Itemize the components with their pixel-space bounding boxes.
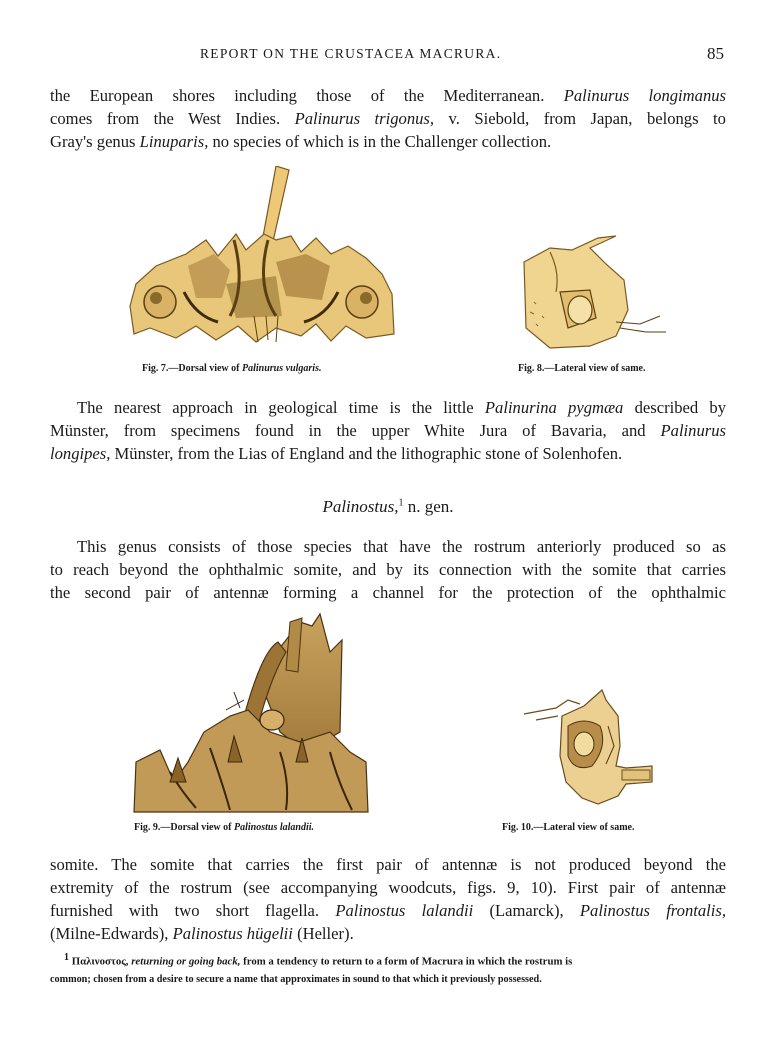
paragraph-2 [50,396,726,465]
figure-9-illustration [130,612,370,814]
palinurus-lateral-drawing [520,232,670,350]
footnote [50,949,730,988]
para2-line-1: The nearest approach in geological time is the little Palinurina pygmæa described by [77,398,726,417]
figure-8-caption: Fig. 8.—Lateral view of same. [518,363,646,374]
figure-7-illustration [126,166,396,356]
para2-line-3: longipes, Münster, from the Lias of England and the lithographic stone of Solenhofen. [50,444,623,463]
para1-line-3: Gray's genus Linuparis, no species of which is in the Challenger collection. [50,132,552,151]
para2-line-2: Münster, from specimens found in the upper White Jura of Bavaria, and Palinurus [50,421,726,440]
palinurus-dorsal-drawing [126,166,396,356]
footnote-line-1: $^1$ Παλινοστος, returning or going back, from a tendency to return to a form of Macrura in which the rostrum is [64,952,573,968]
figure-10-caption: Fig. 10.—Lateral view of same. [502,822,635,833]
figure-9-caption: Fig. 9.—Dorsal view of Palinostus lalandii. [134,822,315,833]
paragraph-3 [50,535,726,604]
running-header [0,44,776,68]
para3-line-3: the second pair of antennæ forming a channel for the protection of the ophthalmic [50,583,726,602]
para4-line-4: (Milne-Edwards), Palinostus hügelii (Heller). [50,924,354,943]
para3-line-1: This genus consists of those species that have the rostrum anteriorly produced so as [77,537,726,556]
figure-10-illustration [522,686,656,808]
palinostus-lateral-drawing [522,686,656,808]
paragraph-4 [50,853,726,945]
running-title: REPORT ON THE CRUSTACEA MACRURA. [200,46,502,61]
para1-line-2: comes from the West Indies. Palinurus trigonus, v. Siebold, from Japan, belongs to [50,109,726,128]
figure-8-illustration [520,232,670,350]
footnote-mark: 1 [64,952,69,963]
paragraph-1 [50,84,726,153]
para4-line-2: extremity of the rostrum (see accompanying woodcuts, figs. 9, 10). First pair of antennæ [50,878,726,897]
figure-7-caption: Fig. 7.—Dorsal view of Palinurus vulgaris. [142,363,322,374]
genus-heading: Palinostus,$^1$ n. gen. [322,497,454,516]
page-number: 85 [707,44,724,63]
para1-line-1: the European shores including those of the Mediterranean. Palinurus longimanus [50,86,727,105]
para3-line-2: to reach beyond the ophthalmic somite, and by its connection with the somite that carries [50,560,726,579]
para4-line-1: somite. The somite that carries the first pair of antennæ is not produced beyond the [50,855,726,874]
para4-line-3: furnished with two short flagella. Palinostus lalandii (Lamarck), Palinostus frontalis, [50,901,726,920]
footnote-line-2: common; chosen from a desire to secure a name that approximates in sound to that which it previously possessed. [50,973,542,985]
palinostus-dorsal-drawing [130,612,370,814]
